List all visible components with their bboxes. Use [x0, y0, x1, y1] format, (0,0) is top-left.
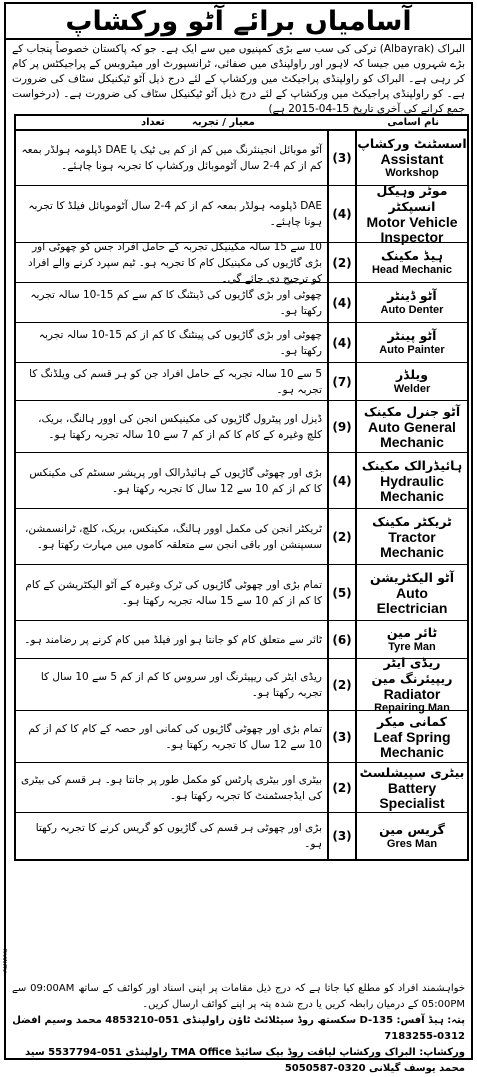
table-row [16, 363, 467, 401]
quantity-cell: (3) [327, 131, 355, 185]
criteria-cell [16, 763, 327, 812]
criteria-cell [16, 323, 327, 362]
header-post-name: نام اسامی [387, 117, 439, 128]
post-name-urdu: ویلڈر [396, 367, 428, 382]
post-name-cell [355, 243, 467, 282]
quantity-cell: (2) [327, 659, 355, 710]
post-name-cell [355, 711, 467, 762]
admag-watermark: ADMAG [3, 948, 9, 973]
post-name-cell [355, 654, 467, 714]
quantity-cell: (2) [327, 763, 355, 812]
quantity-cell: (4) [327, 453, 355, 508]
criteria-text: بڑی اور چھوٹی ہر قسم کی گاڑیوں کو گریس کرنے کا تجربہ رکھتا ہو۔ [35, 822, 322, 850]
post-name-cell [355, 183, 467, 245]
post-name-cell [355, 565, 467, 620]
post-name-cell [355, 363, 467, 400]
table-row [16, 401, 467, 453]
post-name-urdu: ٹائر مین [386, 625, 438, 640]
criteria-cell [16, 363, 327, 400]
table-header [16, 116, 467, 131]
quantity-cell: (2) [327, 243, 355, 282]
post-name-english-line2: Mechanic [380, 433, 444, 450]
criteria-cell [16, 401, 327, 452]
footer-note: خواہشمند افراد کو مطلع کیا جاتا ہے کہ درج ذیل مقامات پر اپنی اسناد اور کوائف کے ساتھ 09:00AM سے 05:00PM کے درمیان رابطہ کریں یا درج شدہ پتہ پر اپنے کوائف ارسال کریں۔ [12, 983, 465, 1010]
vacancy-table [14, 114, 469, 861]
criteria-cell [16, 711, 327, 762]
post-name-english: Hydraulic [380, 472, 444, 489]
post-name-cell [355, 131, 467, 185]
post-name-english-line2: Mechanic [380, 743, 444, 760]
table-row [16, 323, 467, 363]
post-name-english: Battery [387, 779, 437, 796]
post-name-urdu: گریس مین [379, 821, 445, 837]
criteria-cell [16, 240, 327, 285]
post-name-urdu: بیٹری سپیشلسٹ [359, 764, 465, 780]
quantity-cell: (2) [327, 509, 355, 564]
post-name-urdu: ہائیڈرالک مکینک [361, 457, 463, 473]
post-name-cell [355, 453, 467, 508]
post-name-english-line2: Repairing Man [374, 701, 450, 714]
post-name-cell [355, 323, 467, 362]
table-row [16, 509, 467, 565]
table-row [16, 711, 467, 763]
post-name-english: Auto [396, 584, 428, 601]
criteria-text: بیٹری اور بیٹری پارٹس کو مکمل طور پر جانتا ہو۔ ہر قسم کی بیٹری کی ایڈجسٹمنٹ کا تجربہ رکھتا ہو۔ [21, 773, 322, 802]
criteria-cell [16, 509, 327, 564]
table-row [16, 763, 467, 813]
post-name-urdu: آٹو پینٹر [387, 328, 437, 343]
post-name-cell [355, 509, 467, 564]
criteria-text: ریڈی ایٹر کی ریپیئرنگ اور سروس کا کم از کم 5 سے 10 سال کا تجربہ رکھتا ہو۔ [40, 670, 322, 699]
post-name-urdu: موٹر وہیکل انسپکٹر [376, 183, 448, 214]
table-row [16, 283, 467, 323]
ad-title: آسامیاں برائے آٹو ورکشاپ [6, 4, 471, 40]
criteria-text: DAE ڈپلومہ ہولڈر بمعہ کم از کم 4-2 سال آٹوموبائل فیلڈ کا تجربہ ہونا چاہئے۔ [28, 200, 322, 228]
criteria-cell [16, 659, 327, 710]
criteria-cell [16, 453, 327, 508]
criteria-text: تمام بڑی اور چھوٹی گاڑیوں کی ٹرک وغیرہ کے آٹو الیکٹریشن کے کام کا کم از کم 10 سے 15 سالہ تجربہ رکھتا ہو۔ [25, 578, 322, 607]
quantity-cell: (4) [327, 283, 355, 322]
post-name-cell [355, 401, 467, 452]
post-name-english-line2: Electrician [376, 599, 448, 616]
table-row [16, 565, 467, 621]
contact-footer [12, 981, 465, 1077]
post-name-urdu: آٹو جنرل مکینک [363, 403, 461, 419]
post-name-urdu: ہیڈ مکینک [380, 248, 443, 263]
criteria-text: ٹریکٹر انجن کی مکمل اوور ہالنگ، مکینکس، بریک، کلچ، ٹرانسمشن، سسپنشن اور باقی انجن سے متعلقہ کاموں میں مہارت رکھتا ہو۔ [24, 522, 322, 551]
intro-paragraph: البراک (Albayrak) ترکی کی سب سے بڑی کمپنیوں میں سے ایک ہے۔ جو کہ پاکستان خصوصاً پنجاب کے بڑے شہروں میں جیسا کہ لاہور اور راولپنڈی میں صفائی، ٹرانسپورٹ اور میٹروبس کے پراجیکٹس پر کام کر رہی ہے۔ البراک کو راولپنڈی پراجیکٹ میں ورکشاپ کے لئے درج ذیل آٹو ٹیکنیکل سٹاف کی ضرورت ہے۔ کو راولپنڈی پراجیکٹ میں ورکشاپ کے لئے درج ذیل آٹو ٹیکنیکل سٹاف کی ضرورت ہے۔ (درخواست جمع کرانے کی آخری تاریخ 15-04-2015 ہے) [12, 43, 465, 115]
table-row [16, 453, 467, 509]
post-name-english: Assistant [380, 151, 444, 167]
table-row [16, 240, 467, 285]
table-row [16, 131, 467, 186]
post-name-cell [355, 763, 467, 812]
criteria-text: چھوٹی اور بڑی گاڑیوں کی پینٹنگ کا کم از کم 15-10 سالہ تجربہ رکھتا ہو۔ [38, 328, 322, 357]
post-name-english-line2: Mechanic [380, 543, 444, 560]
quantity-cell: (4) [327, 186, 355, 242]
post-name-english-line2: Workshop [385, 167, 439, 179]
post-name-english: Auto General [368, 418, 456, 435]
table-row [16, 813, 467, 859]
post-name-english: Head Mechanic [371, 264, 453, 276]
workshop-address: ورکشاپ: البراک ورکشاپ لیاقت روڈ بیک سائیڈ TMA Office راولپنڈی 051-5537794 سید محمد یوسف گیلانی 0320-5050587 [24, 1047, 465, 1074]
criteria-cell [16, 283, 327, 322]
criteria-text: 5 سے 10 سالہ تجربہ کے حامل افراد جن کو ہر قسم کی ویلڈنگ کا تجربہ ہو۔ [29, 367, 322, 396]
post-name-english-line2: Specialist [379, 794, 445, 811]
post-name-english: Welder [393, 383, 431, 395]
table-row [16, 621, 467, 659]
post-name-english: Tyre Man [388, 641, 436, 653]
header-quantity: تعداد [141, 117, 165, 128]
post-name-english: Motor Vehicle [366, 214, 458, 230]
criteria-text: بڑی اور چھوٹی گاڑیوں کے ہائیڈرالک اور پریشر سسٹم کی مکینکس کا کم از کم 10 سے 12 سال کا تجربہ رکھتا ہو۔ [29, 466, 322, 495]
quantity-cell: (3) [327, 813, 355, 859]
criteria-cell [16, 131, 327, 185]
post-name-urdu: ریڈی ایٹر ریپیئرنگ مین [371, 654, 453, 686]
post-name-english: Auto Painter [379, 344, 445, 356]
quantity-cell: (3) [327, 711, 355, 762]
post-name-cell [355, 283, 467, 322]
criteria-cell [16, 621, 327, 658]
header-criteria: معیار / تجربہ [192, 117, 255, 128]
quantity-cell: (5) [327, 565, 355, 620]
criteria-text: آٹو موبائل انجینئرنگ میں کم از کم بی ٹیک یا DAE ڈپلومہ ہولڈر بمعہ کم از کم 4-2 سال آٹوموبائل ورکشاپ کا تجربہ ہونا چاہئے۔ [21, 144, 322, 172]
post-name-english: Leaf Spring [373, 728, 451, 745]
criteria-cell [16, 813, 327, 859]
criteria-text: 10 سے 15 سالہ مکینیکل تجربہ کے حامل افراد جس کو چھوٹی اور بڑی گاڑیوں کی مکینیکل کام کا تجربہ ہو۔ ٹیم سپرد کرنے والے افراد کو ترجیح دی جائے گی۔ [28, 240, 322, 285]
criteria-text: تمام بڑی اور چھوٹی گاڑیوں کی کمانی اور حصہ کے کام کا کم از کم 10 سے 12 سال کا تجربہ رکھتا ہو۔ [28, 722, 322, 751]
job-advertisement [3, 2, 473, 1074]
post-name-english: Auto Denter [380, 304, 444, 316]
table-body [16, 131, 467, 859]
criteria-text: چھوٹی اور بڑی گاڑیوں کی ڈینٹنگ کا کم سے کم 15-10 سالہ تجربہ رکھتا ہو۔ [30, 288, 322, 317]
post-name-english: Tractor [388, 528, 436, 545]
post-name-english: Radiator [383, 685, 441, 702]
criteria-cell [16, 565, 327, 620]
quantity-cell: (4) [327, 323, 355, 362]
criteria-text: ڈیزل اور پیٹرول گاڑیوں کی مکینیکس انجن کی اوور ہالنگ، بریک، کلچ وغیرہ کے کام کا کم از کم 7 سے 10 سالہ تجربہ رکھتا ہو۔ [38, 412, 322, 441]
quantity-cell: (7) [327, 363, 355, 400]
table-row [16, 654, 467, 714]
post-name-cell [355, 621, 467, 658]
quantity-cell: (6) [327, 621, 355, 658]
post-name-urdu: اسسٹنٹ ورکشاپ [357, 136, 467, 151]
post-name-urdu: کمانی میکر [377, 713, 447, 729]
post-name-english: Gres Man [386, 837, 438, 850]
post-name-urdu: آٹو الیکٹریشن [369, 569, 455, 585]
criteria-cell [16, 186, 327, 242]
post-name-cell [355, 813, 467, 859]
table-row [16, 183, 467, 245]
criteria-text: ٹائر سے متعلق کام کو جانتا ہو اور فیلڈ میں کام کرنے پر رضامند ہو۔ [24, 633, 322, 646]
post-name-english-line2: Inspector [380, 229, 444, 245]
head-office-address: پتہ: ہیڈ آفس: D-135 سکستھ روڈ سیٹلائٹ ٹاؤن راولپنڈی 051-4853210 محمد وسیم افضل 0312-7183255 [12, 1015, 465, 1042]
post-name-english-line2: Mechanic [380, 487, 444, 504]
quantity-cell: (9) [327, 401, 355, 452]
post-name-urdu: ٹریکٹر مکینک [372, 513, 452, 529]
post-name-urdu: آٹو ڈینٹر [387, 288, 437, 303]
